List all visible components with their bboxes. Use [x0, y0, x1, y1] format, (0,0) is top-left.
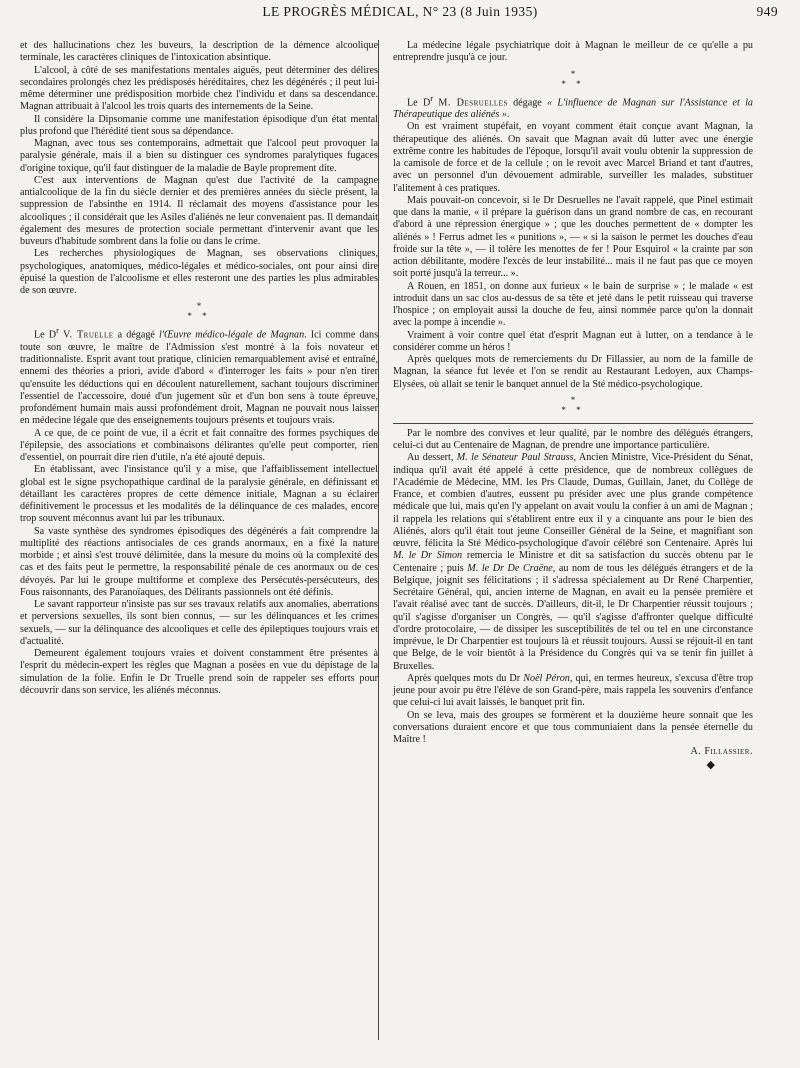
column-divider	[378, 40, 379, 1040]
text-run: remercia le Ministre et dit sa satisfaction du succès obtenu par le Centenaire ; puis	[393, 550, 753, 574]
author-name: V. Truelle	[63, 329, 114, 341]
paragraph: Sa vaste synthèse des syndromes épisodiques des dégénérés a fait comprendre la multiplité des réactions antisociales de ces grands anormaux, en a fixé la nature morbide ; et ainsi s'est trouvé délimitée, dans la mesure du moins où la complexité des cas et des faits peut le permettre, la responsabilité pénale de ces anormaux ou de ces dévoyés. Par lui le groupe multiforme et complexe des Persécutés-persécuteurs, des Fous raisonnants, des Paranoïaques, des Délirants passionnels ont été définis.	[20, 525, 378, 598]
paragraph-peron	[393, 673, 753, 710]
paragraph: Le savant rapporteur n'insiste pas sur ses travaux relatifs aux anomalies, aberrations et perversions sexuelles, ils sont bien connus, — sur les délinquances et les crimes sexuels, — sur la délinquance des alcooliques et celle des épileptiques toujours vrais et d'actualité.	[20, 599, 378, 647]
paragraph: Vraiment à voir contre quel état d'esprit Magnan eut à lutter, on a tendance à le considérer comme un héros !	[393, 329, 753, 353]
paragraph: La médecine légale psychiatrique doit à Magnan le meilleur de ce qu'elle a pu entreprendre jusqu'à ce jour.	[393, 40, 753, 64]
paragraph-truelle	[20, 324, 378, 427]
person-name: Noël Péron	[523, 672, 570, 684]
paragraph: Il considère la Dipsomanie comme une manifestation épisodique d'un état mental plus profond que l'hérédité tient sous sa dépendance.	[20, 113, 378, 137]
signature-name: A. Fillassier.	[690, 746, 753, 758]
separator-stars: * *	[561, 404, 585, 415]
separator-stars: * *	[187, 311, 211, 322]
left-column	[20, 40, 378, 697]
text-run: r	[56, 325, 59, 336]
paragraph-banquet	[393, 452, 753, 673]
text-run: . Ici comme dans toute son œuvre, le maître de l'Admission s'est montré à la fois novateur et traditionnaliste. Esprit avant tout pratique, clinicien remarquablement avisé et entraîné, ennemi des théories a priori, avide d'abord « d'interroger les faits » pour n'en tirer qu'ensuite les déductions qui en découlent naturellement, sachant toujours discriminer l'essentiel de l'accessoire, doué d'un jugement sûr et d'un bon sens à toute épreuve, profondément humain mais aussi profondément droit, Magnan ne pouvait nous laisser en médecine légale que des enseignements toujours présents et toujours vrais.	[20, 329, 379, 427]
end-ornament: ◆	[706, 758, 715, 771]
journal-title: LE PROGRÈS MÉDICAL, N° 23 (8 Juin 1935)	[262, 4, 538, 19]
paragraph: Les recherches physiologiques de Magnan, ses observations cliniques, psychologiques, anatomiques, médico-légales et médico-sociales, ont pour ainsi dire épuisé la question de l'alcoolisme et elles resteront une des parties les plus admirables de son œuvre.	[20, 248, 378, 296]
paragraph: C'est aux interventions de Magnan qu'est due l'activité de la campagne antialcoolique de la fin du siècle dernier et des premières années du siècle présent, la suppression de l'absinthe en 1914. Il réclamait des moyens d'assistance pour les alcooliques ; il considérait que les Asiles d'aliénés ne leur convenaient pas. Il demandait également des mesures de protection sociale permettant d'intervenir avant que les buveurs d'habitude sombrent dans la folie ou dans le crime.	[20, 174, 378, 247]
work-title: l'Œuvre médico-légale de Magnan	[159, 329, 305, 341]
person-name: M. le Sénateur Paul Strauss	[456, 452, 574, 464]
section-rule	[393, 423, 753, 424]
paragraph: Mais pouvait-on concevoir, si le Dr Desruelles ne l'avait rappelé, que Pinel estimait que dans la manie, « il prépare la guérison dans un grand nombre de cas, en recourant d'abord à une répression énergique » ; que les douches permettent de « dompter les aliénés » ! Ferrus admet les « punitions », — « si la saison le permet les douches d'eau froide sur la tête », — il tolère les menottes de fer ! Pour Esquirol « la crainte par son action débilitante, modère l'excès de leur instabilité... mais il ne faut pas que ce moyen soit porté jusqu'à la terreur... ».	[393, 194, 753, 280]
separator-star: *	[570, 394, 576, 405]
work-title: « L'influence de Magnan sur l'Assistance et la Thérapeutique des aliénés »	[393, 96, 753, 121]
text-run: Le D	[34, 329, 57, 341]
paragraph-desruelles	[393, 92, 753, 122]
paragraph: et des hallucinations chez les buveurs, la description de la démence alcoolique terminale, les caractères cliniques de l'intoxication absintique.	[20, 40, 378, 64]
paragraph: En établissant, avec l'insistance qu'il y a mise, que l'affaiblissement intellectuel global est le signe psychopathique cardinal de la paralysie générale, en définissant et détaillant les caractères propres de cette démence initiale, Magnan a su éclairer définitivement le processus et les modalités de la délinquance de ces malades, encore trop souvent méconnus avant lui par les tribunaux.	[20, 464, 378, 525]
paragraph: Demeurent également toujours vraies et doivent constamment être présentes à l'esprit du médecin-expert les règles que Magnan a posées en vue du dépistage de la simulation de la folie. Enfin le Dr Truelle prend soin de rappeler ses efforts pour découvrir dans son service, les aliénés méconnus.	[20, 648, 378, 696]
text-run: , au nom de tous les délégués étrangers et de la Belgique, joignit ses félicitations ; il s'adressa spécialement au Dr René Charpentier, Secrétaire Général, qui, ancien interne de Magnan, en avait eu la pensée première et l'avait réalisé avec tant de succès. D'ailleurs, dit-il, le Dr Charpentier réussit toujours ; qu'il s'agisse d'organiser un Congrès, — qu'il s'agisse d'affronter quelque difficulté d'ordre protocolaire, — de dissiper les susceptibilités de tel ou tel en une circonstance imprévue, le Dr Charpentier est toujours là et réussit toujours. Aussi se réjouit-il en tant que Belge, de le voir bientôt à la Présidence du Congrès qui va se tenir fin juillet à Bruxelles.	[393, 562, 754, 672]
separator-star: *	[570, 68, 576, 79]
section-separator	[393, 69, 753, 89]
person-name: M. le Dr De Craëne	[467, 562, 553, 574]
paragraph: Magnan, avec tous ses contemporains, admettait que l'alcool peut provoquer la paralysie générale, mais il a bien su distinguer ces syndromes paralytiques fugaces d'origine toxique, qu'il faut distinguer de la maladie de Bayle proprement dite.	[20, 138, 378, 174]
text-run: , Ancien Ministre, Vice-Président du Sénat, indiqua qu'il avait été appelé à cette présidence, que de nombreux collègues de l'Académie de Médecine, MM. les Prs Claude, Dumas, Guillain, Janet, du Collège de France, et combien d'autres, eussent pu présider avec une plus grande compétence médicale que lui, mais qu'en l'y appelant on avait voulu la confier à un ami de Magnan ; il rappela les relations qui s'établirent entre eux il y a cinquante ans pour le bien des Aliénés, alors qu'il était tout jeune Conseiller Général de la Seine, et magnifiant son œuvre, félicita la Sté Médico-psychologique d'avoir célébré son Centenaire. Après lui	[393, 452, 754, 550]
section-separator	[20, 301, 378, 321]
page-header	[22, 4, 778, 22]
right-column	[393, 40, 753, 771]
paragraph: Par le nombre des convives et leur qualité, par le nombre des délégués étrangers, celui-ci dut au Centenaire de Magnan, de prendre une importance particulière.	[393, 427, 753, 452]
paragraph: A ce que, de ce point de vue, il a écrit et fait connaître des formes psychiques de l'épilepsie, des associations et combinaisons délirantes qu'elle peut comporter, rien d'essentiel, on pourrait dire rien d'utile, n'a été ajouté depuis.	[20, 427, 378, 464]
separator-stars: * *	[561, 78, 585, 89]
paragraph: A Rouen, en 1851, on donne aux furieux « le bain de surprise » ; le malade « est introduit dans un sac clos au-dessus de sa tête et jeté dans le petit ruisseau qui traverse l'hospice ; on employait aussi la douche de feu, ainsi nommée parce qu'on la donnait avec la pompe à incendie ».	[393, 280, 753, 329]
text-run: .	[506, 109, 510, 121]
paragraph: L'alcool, à côté de ses manifestations mentales aiguës, peut déterminer des délires secondaires prolongés chez les prédisposés héréditaires, chez les dégénérés ; il peut lui-même déterminer une prédisposition morbide chez l'individu et dans sa descendance. Magnan attribuait à l'alcool les trois quarts des internements de la Seine.	[20, 64, 378, 113]
text-run: r	[430, 92, 434, 103]
paragraph: On se leva, mais des groupes se formèrent et la douzième heure sonnait que les conversations duraient encore et que tous communiaient dans la pensée éternelle du Maître !	[393, 709, 753, 746]
person-name: M. le Dr Simon	[393, 550, 463, 562]
page-number: 949	[756, 4, 778, 19]
paragraph: On est vraiment stupéfait, en voyant comment était conçue avant Magnan, la thérapeutique des aliénés. On savait que Magnan avait dû lutter avec une énergie extrême contre les habitudes de l'époque, lorsqu'il avait voulu obtenir la suppression de la camisole de force et de la cellule ; on le revoit avec Marcel Briand et tant d'autres, avec un personnel d'un dévouement admirable, surveiller les malades, substituer l'alitement à ces pratiques.	[393, 121, 753, 194]
text-run: Au dessert,	[407, 452, 454, 464]
text-run: , qui, en termes heureux, s'excusa d'être trop jeune pour avoir pu être l'élève de son Grand-père, mais rappela les souvenirs d'enfance que celui-ci lui avait laissés, le banquet prit fin.	[393, 672, 754, 709]
paragraph: Après quelques mots de remerciements du Dr Fillassier, au nom de la famille de Magnan, la séance fut levée et l'on se rendit au Restaurant Ledoyen, aux Champs-Elysées, où allait se tenir le banquet annuel de la Sté médico-psychologique.	[393, 354, 753, 390]
text-run: Après quelques mots du Dr	[407, 672, 521, 684]
author-name: M. Desruelles	[438, 96, 508, 108]
text-run: Le D	[407, 96, 431, 108]
section-separator	[393, 395, 753, 415]
text-run: a dégagé	[117, 329, 155, 341]
signature	[393, 746, 753, 758]
separator-star: *	[196, 301, 202, 312]
text-run: dégage	[513, 96, 542, 108]
